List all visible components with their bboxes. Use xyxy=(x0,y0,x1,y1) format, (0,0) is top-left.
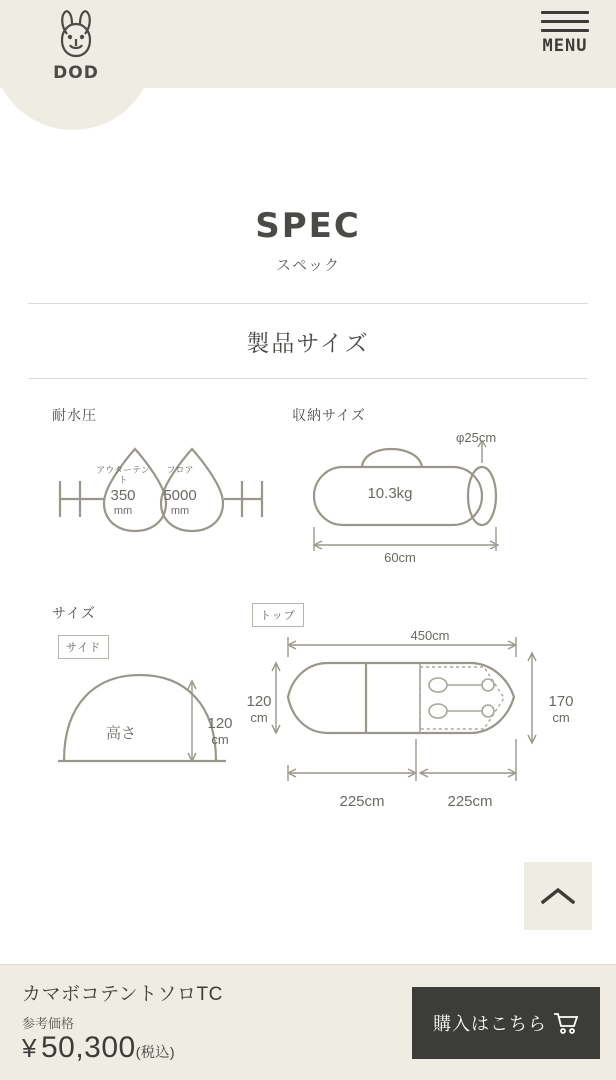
top-view-tag: トップ xyxy=(252,603,304,627)
storage-weight: 10.3kg xyxy=(367,485,413,502)
side-height-unit: cm xyxy=(211,732,229,747)
water-pressure-label: 耐水圧 xyxy=(52,407,97,423)
storage-size-label: 収納サイズ xyxy=(292,407,366,423)
menu-button[interactable] xyxy=(532,8,598,56)
logo-wordmark: DOD xyxy=(53,63,99,83)
floor-tag: フロア xyxy=(166,465,194,475)
chevron-up-icon xyxy=(541,887,575,905)
price-value: 50,300 xyxy=(40,1031,136,1064)
top-right-depth-unit: cm xyxy=(552,710,570,725)
side-view-tag: サイド xyxy=(58,635,109,659)
side-height-value: 120 xyxy=(207,715,233,732)
spec-title-block xyxy=(0,206,616,275)
section-heading xyxy=(28,303,588,379)
product-price xyxy=(22,1031,175,1065)
storage-length: 60cm xyxy=(384,550,416,565)
shopping-cart-icon xyxy=(553,1011,579,1035)
top-bottom-left-value: 225cm xyxy=(339,793,385,810)
site-logo[interactable] xyxy=(44,8,108,86)
spec-diagrams xyxy=(0,405,616,825)
rabbit-logo-icon xyxy=(49,8,103,60)
menu-button-label: MENU xyxy=(542,36,588,56)
floor-value: 5000 xyxy=(163,487,197,504)
outer-tent-tag: アウターテント xyxy=(96,465,150,486)
top-right-depth-value: 170 xyxy=(548,693,574,710)
buy-button-label: 購入はこちら xyxy=(433,1014,547,1034)
scroll-to-top-button[interactable] xyxy=(524,862,592,930)
hamburger-icon xyxy=(541,8,589,34)
outer-tent-unit: mm xyxy=(113,505,133,517)
top-bottom-right-value: 225cm xyxy=(447,793,493,810)
bottom-purchase-bar xyxy=(0,964,616,1080)
top-left-depth-unit: cm xyxy=(250,710,268,725)
product-name: カマボコテントソロTC xyxy=(22,984,223,1005)
section-heading-label: 製品サイズ xyxy=(246,329,370,356)
floor-unit: mm xyxy=(170,505,190,517)
outer-tent-value: 350 xyxy=(110,487,136,504)
size-label: サイズ xyxy=(52,605,96,621)
buy-button[interactable] xyxy=(412,987,600,1059)
top-left-depth-value: 120 xyxy=(246,693,272,710)
page-subtitle: スペック xyxy=(275,257,340,274)
tax-note: (税込) xyxy=(135,1044,176,1060)
storage-diameter: φ25cm xyxy=(456,430,497,445)
side-height-label: 高さ xyxy=(105,725,136,742)
top-width-value: 450cm xyxy=(410,628,450,643)
page-title: SPEC xyxy=(255,206,361,246)
currency-symbol: ¥ xyxy=(22,1033,37,1063)
site-header xyxy=(0,0,616,88)
price-caption: 参考価格 xyxy=(22,1016,75,1031)
